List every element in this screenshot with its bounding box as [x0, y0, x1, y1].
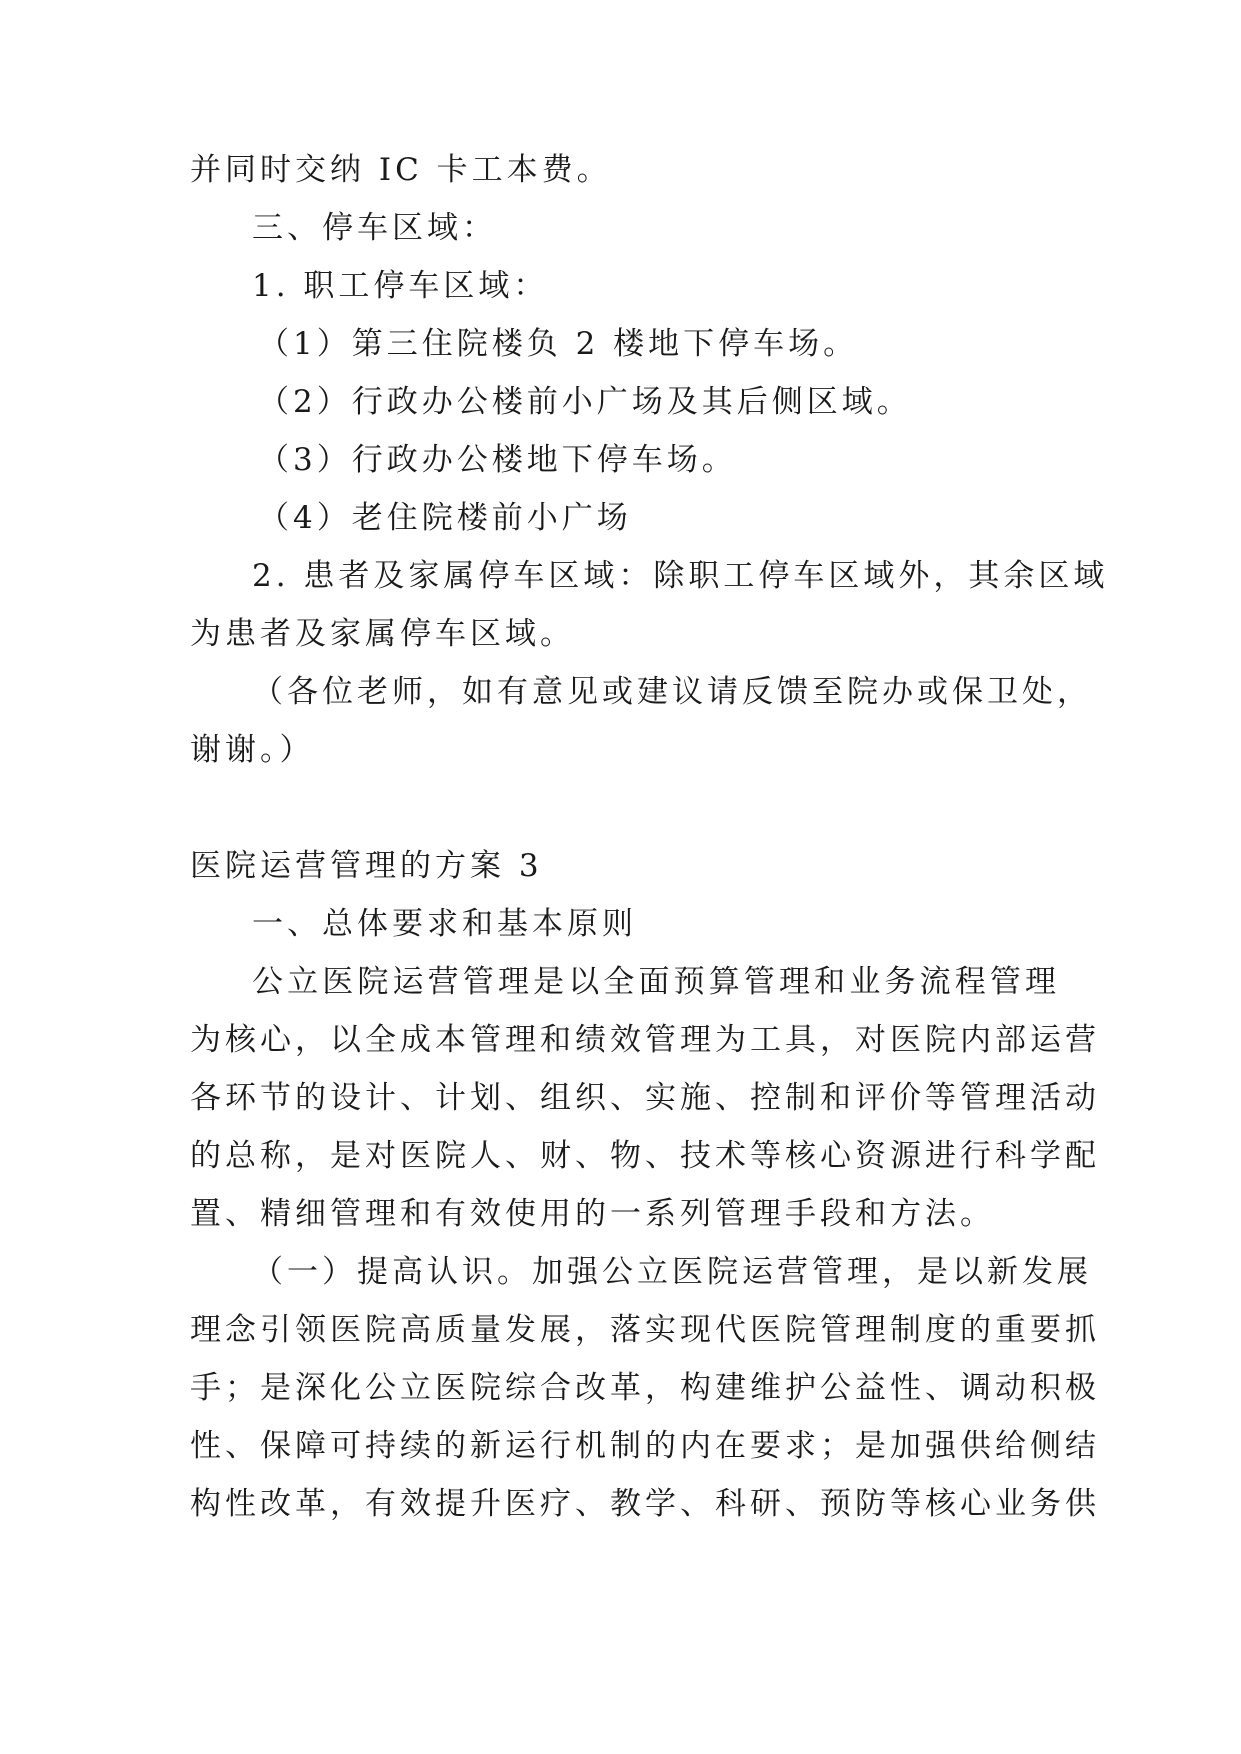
section-heading-general-requirements: 一、总体要求和基本原则	[252, 906, 637, 942]
paragraph-definition-line-4: 的总称，是对医院人、财、物、技术等核心资源进行科学配	[190, 1138, 1100, 1174]
text-line-ic-card-fee: 并同时交纳 IC 卡工本费。	[190, 152, 612, 188]
document-title: 医院运营管理的方案 3	[190, 848, 543, 884]
paragraph-definition-line-3: 各环节的设计、计划、组织、实施、控制和评价等管理活动	[190, 1080, 1100, 1116]
paragraph-awareness-line-3: 手；是深化公立医院综合改革，构建维护公益性、调动积极	[190, 1370, 1100, 1406]
list-item-staff-parking-1: （1）第三住院楼负 2 楼地下停车场。	[258, 326, 859, 362]
paragraph-patient-parking-line-2: 为患者及家属停车区域。	[190, 616, 575, 652]
list-item-staff-parking-2: （2）行政办公楼前小广场及其后侧区域。	[258, 384, 912, 420]
paragraph-definition-line-1: 公立医院运营管理是以全面预算管理和业务流程管理	[252, 964, 1060, 1000]
paragraph-definition-line-2: 为核心，以全成本管理和绩效管理为工具，对医院内部运营	[190, 1022, 1100, 1058]
list-item-staff-parking-3: （3）行政办公楼地下停车场。	[258, 442, 737, 478]
paragraph-awareness-line-5: 构性改革，有效提升医疗、教学、科研、预防等核心业务供	[190, 1486, 1100, 1522]
list-item-staff-parking-4: （4）老住院楼前小广场	[258, 500, 632, 536]
section-heading-parking-areas: 三、停车区域：	[252, 210, 497, 246]
subheading-staff-parking: 1. 职工停车区域：	[252, 268, 549, 304]
paragraph-awareness-line-1: （一）提高认识。加强公立医院运营管理，是以新发展	[252, 1254, 1092, 1290]
feedback-note-line-2: 谢谢。）	[190, 732, 315, 768]
paragraph-patient-parking-line-1: 2. 患者及家属停车区域：除职工停车区域外，其余区域	[252, 558, 1109, 594]
paragraph-definition-line-5: 置、精细管理和有效使用的一系列管理手段和方法。	[190, 1196, 995, 1232]
paragraph-awareness-line-4: 性、保障可持续的新运行机制的内在要求；是加强供给侧结	[190, 1428, 1100, 1464]
feedback-note-line-1: （各位老师，如有意见或建议请反馈至院办或保卫处，	[252, 674, 1092, 710]
paragraph-awareness-line-2: 理念引领医院高质量发展，落实现代医院管理制度的重要抓	[190, 1312, 1100, 1348]
